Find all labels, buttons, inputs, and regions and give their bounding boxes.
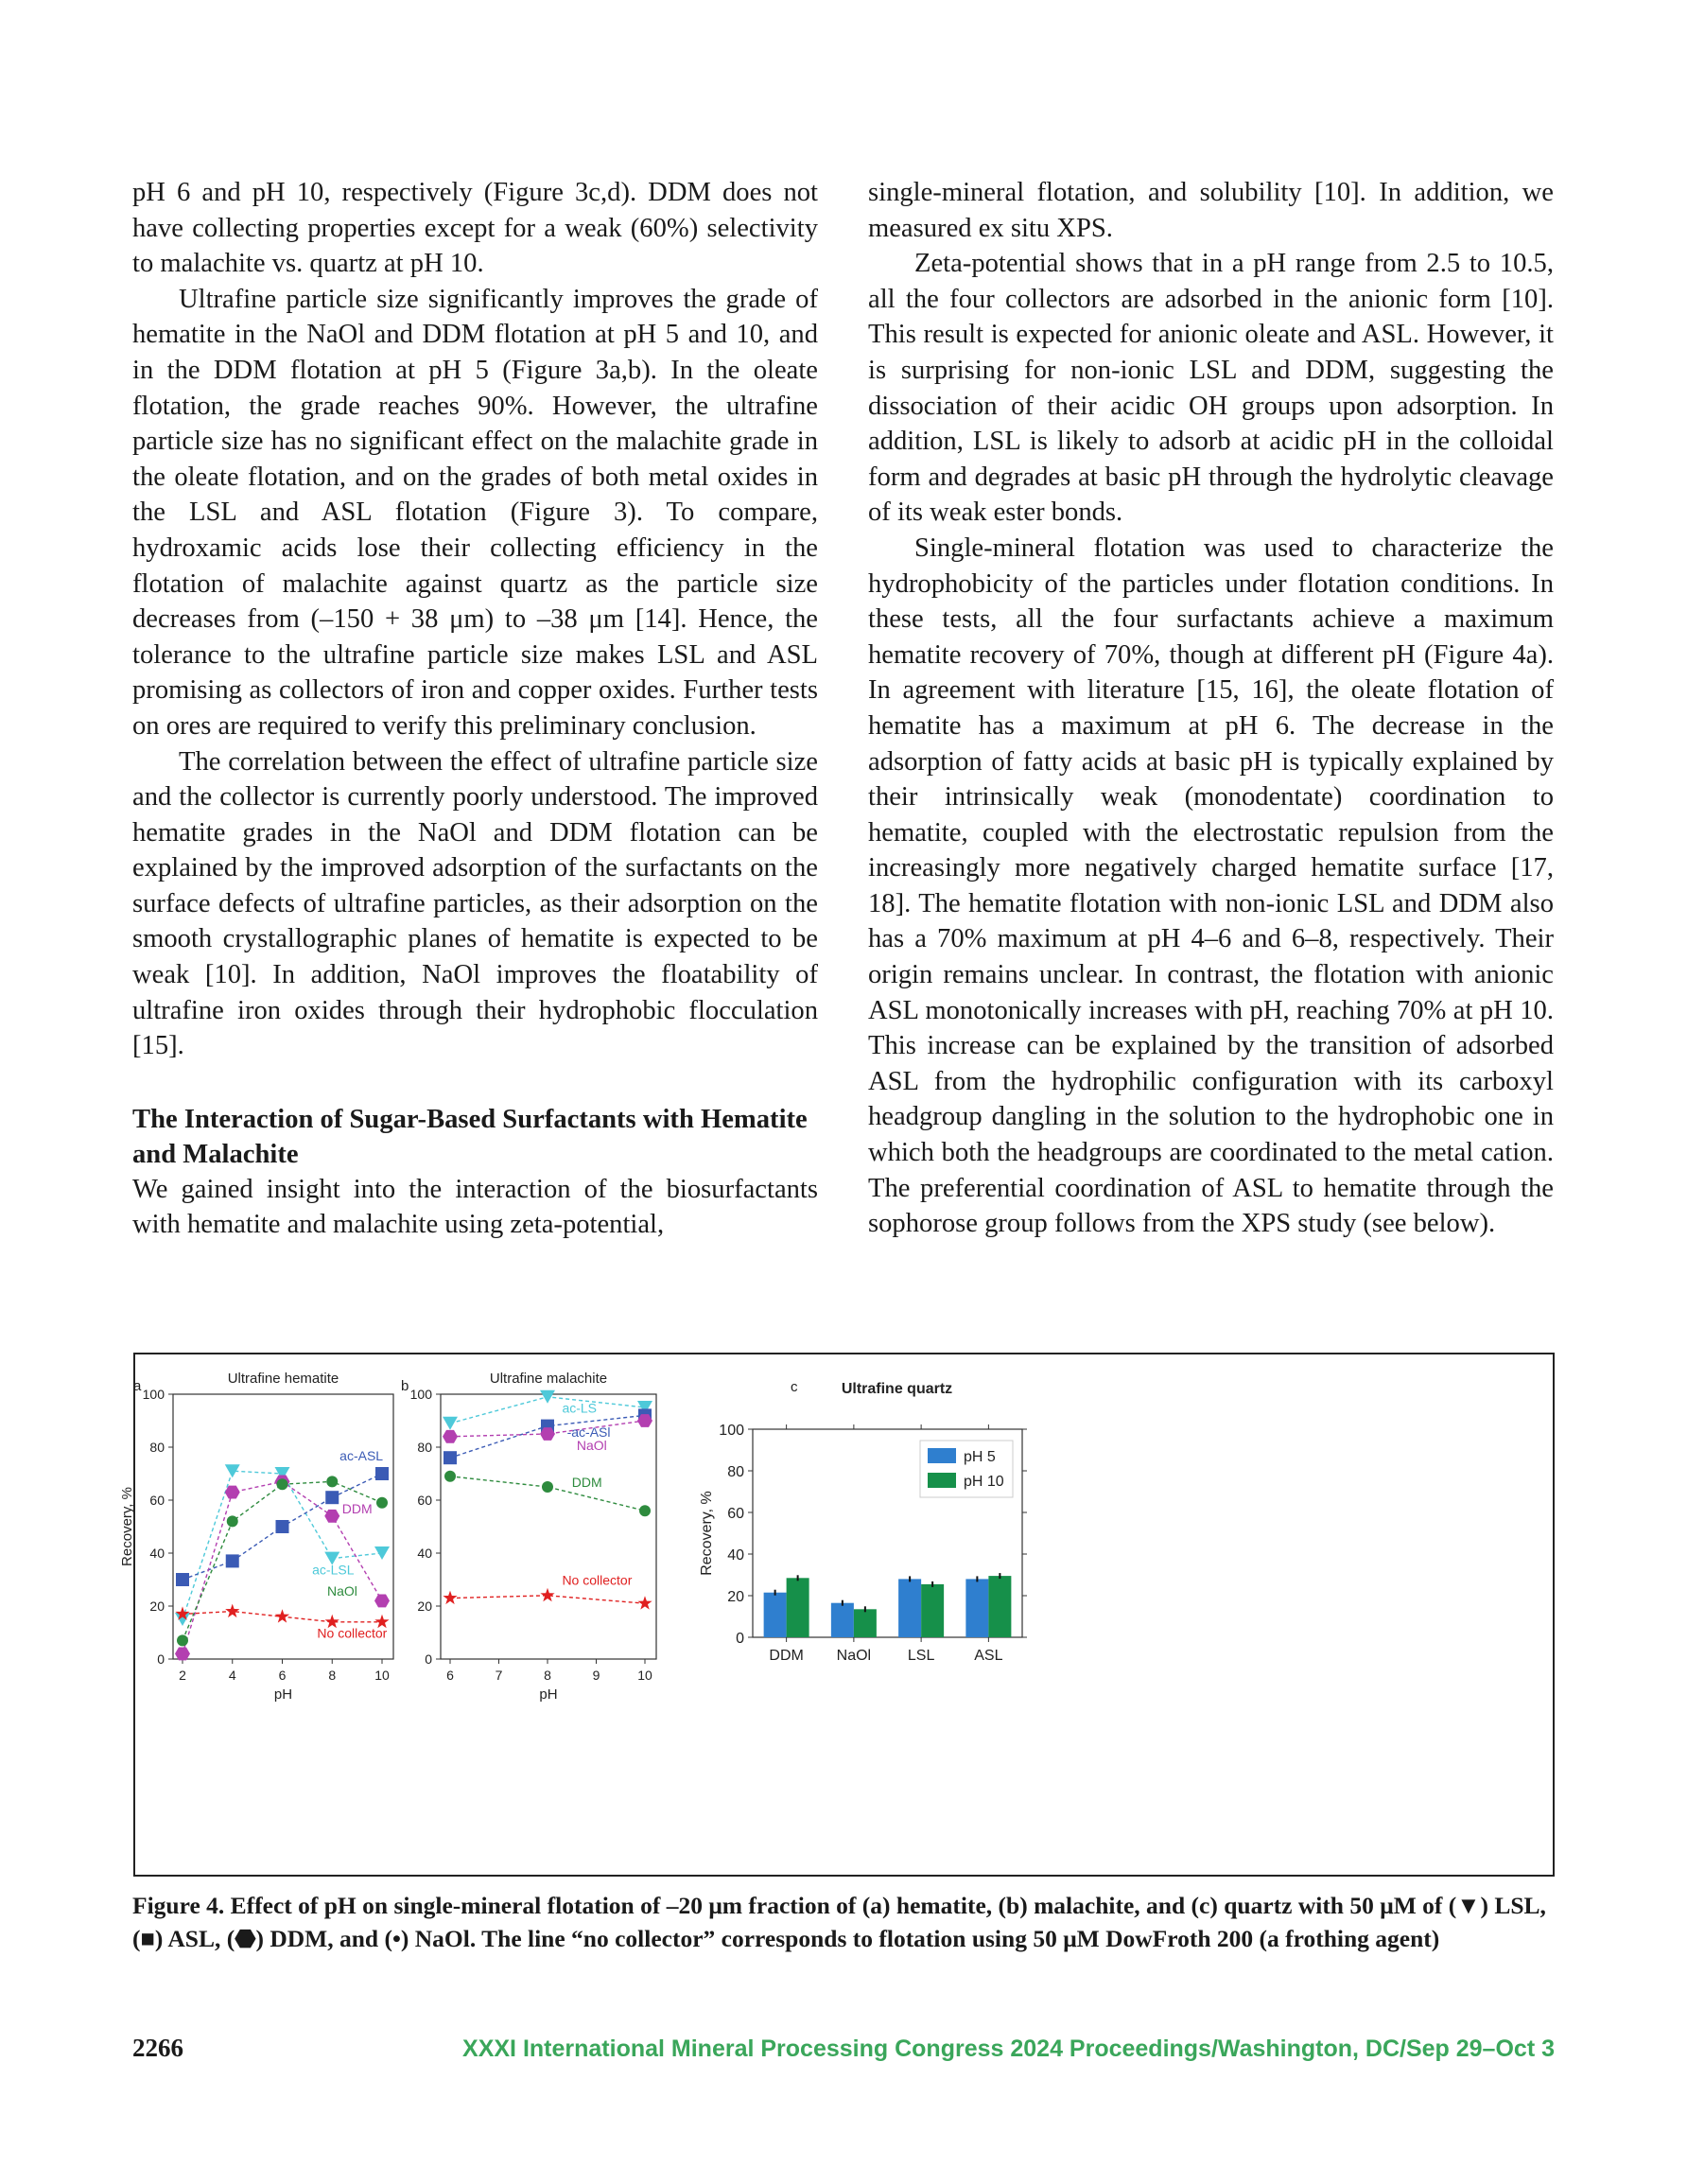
- data-point-NaOl: [326, 1476, 338, 1487]
- data-point-NaOl: [277, 1478, 288, 1490]
- x-tick-label: 6: [446, 1668, 454, 1683]
- paragraph: single-mineral flotation, and solubility [10]. In addition, we measured ex situ XPS.: [868, 178, 1554, 243]
- paragraph: We gained insight into the interaction of the biosurfactants with hematite and malachite using zeta-potential,: [132, 1174, 818, 1240]
- series-annotation: DDM: [571, 1475, 602, 1490]
- panel-label: a: [133, 1378, 142, 1394]
- paragraph: Zeta-potential shows that in a pH range from 2.5 to 10.5, all the four collectors are adsorbed in the anionic form [10]. This result is expected for anionic oleate and ASL. However, it is surprising for non-ionic LSL and DDM, suggesting the dissociation of their acidic OH groups upon adsorption. In addition, LSL is likely to adsorb at acidic pH in the colloidal form and degrades at basic pH through the hydrolytic cleavage of its weak ester bonds.: [868, 249, 1554, 528]
- x-tick-label: 8: [544, 1668, 551, 1683]
- data-point-DDM: [443, 1430, 458, 1443]
- data-point-none: [540, 1588, 554, 1601]
- chart-title: Ultrafine quartz: [841, 1381, 953, 1397]
- bar-pH10: [854, 1609, 877, 1637]
- data-point-ASL: [226, 1554, 239, 1567]
- figure-caption: Figure 4. Effect of pH on single-mineral flotation of –20 μm fraction of (a) hematite, (b) malachite, and (c) quartz with 50 μM of (▼) LSL, (■) ASL, (⬣) DDM, and (•) NaOl. The line “no collector” corresponds to flotation using 50 μM DowFroth 200 (a frothing agent): [132, 1892, 1546, 1952]
- data-point-LSL: [374, 1546, 390, 1560]
- x-tick-label: 9: [592, 1668, 600, 1683]
- y-tick-label: 80: [727, 1464, 744, 1480]
- x-tick-label: 10: [637, 1668, 652, 1683]
- y-tick-label: 80: [149, 1440, 165, 1455]
- data-point-DDM: [175, 1647, 190, 1660]
- bar-pH5: [831, 1603, 854, 1637]
- data-point-none: [225, 1604, 239, 1617]
- paragraph: Single-mineral flotation was used to characterize the hydrophobicity of the particles under flotation conditions. In these tests, all the four surfactants achieve a maximum hematite recovery of 70%, though at different pH (Figure 4a). In agreement with literature [15, 16], the oleate flotation of hematite has a maximum at pH 6. The decrease in the adsorption of fatty acids at basic pH is typically explained by their intrinsically weak (monodentate) coordination to hematite, coupled with the electrostatic repulsion from the increasingly more negatively charged hematite surface [17, 18]. The hematite flotation with non-ionic LSL and DDM also has a 70% maximum at pH 4–6 and 6–8, respectively. Their origin remains unclear. In contrast, the flotation with anionic ASL monotonically increases with pH, reaching 70% at pH 10. This increase can be explained by the transition of adsorbed ASL from the hydrophilic configuration with its carboxyl headgroup dangling in the solution to the hydrophobic one in which both the headgroups are coordinated to the metal cation. The preferential coordination of ASL to hematite through the sophorose group follows from the XPS study (see below).: [868, 533, 1554, 1239]
- series-annotation: NaOl: [576, 1437, 607, 1453]
- y-tick-label: 0: [425, 1651, 432, 1667]
- y-tick-label: 100: [409, 1387, 432, 1402]
- series-annotation: No collector: [317, 1625, 388, 1641]
- y-axis-label: Recovery, %: [119, 1487, 135, 1566]
- data-point-ASL: [443, 1451, 457, 1464]
- data-point-none: [637, 1596, 652, 1609]
- x-tick-label: 10: [374, 1668, 390, 1683]
- x-tick-label: NaOl: [836, 1648, 872, 1664]
- y-tick-label: 40: [727, 1547, 744, 1564]
- data-point-NaOl: [542, 1481, 553, 1493]
- x-tick-label: 7: [495, 1668, 503, 1683]
- series-annotation: ac-LS: [562, 1400, 598, 1416]
- paragraph: pH 6 and pH 10, respectively (Figure 3c,d). DDM does not have collecting properties except for a weak (60%) selectivity to malachite vs. quartz at pH 10.: [132, 178, 818, 279]
- figure-4-charts: [119, 1354, 1553, 1875]
- x-tick-label: ASL: [974, 1648, 1003, 1664]
- data-point-none: [443, 1591, 457, 1604]
- data-point-NaOl: [444, 1471, 456, 1482]
- data-point-NaOl: [227, 1515, 238, 1527]
- data-point-ASL: [176, 1573, 189, 1586]
- x-tick-label: 8: [328, 1668, 337, 1683]
- y-tick-label: 0: [157, 1651, 165, 1667]
- y-tick-label: 40: [149, 1546, 165, 1561]
- data-point-ASL: [375, 1467, 389, 1480]
- x-tick-label: 2: [179, 1668, 186, 1683]
- y-tick-label: 80: [417, 1440, 432, 1455]
- series-annotation: -ac-ASl: [566, 1424, 611, 1440]
- data-point-NaOl: [376, 1497, 388, 1509]
- bar-pH5: [898, 1579, 921, 1637]
- paragraph: Ultrafine particle size significantly improves the grade of hematite in the NaOl and DDM flotation at pH 5 and 10, and in the DDM flotation at pH 5 (Figure 3a,b). In the oleate flotation, the grade reaches 90%. However, the ultrafine particle size has no significant effect on the malachite grade in the oleate flotation, and on the grades of both metal oxides in the LSL and ASL flotation (Figure 3). To compare, hydroxamic acids lose their collecting efficiency in the flotation of malachite against quartz as the particle size decreases from (–150 + 38 μm) to –38 μm [14]. Hence, the tolerance to the ultrafine particle size makes LSL and ASL promising as collectors of iron and copper oxides. Further tests on ores are required to verify this preliminary conclusion.: [132, 284, 818, 741]
- paragraph: The correlation between the effect of ultrafine particle size and the collector is currently poorly understood. The improved hematite grades in the NaOl and DDM flotation can be explained by the improved adsorption of the surfactants on the surface defects of ultrafine particles, as their adsorption on the smooth crystallographic planes of hematite is expected to be weak [10]. In addition, NaOl improves the floatability of ultrafine iron oxides through their hydrophobic flocculation [15].: [132, 746, 818, 1061]
- data-point-ASL: [325, 1491, 339, 1504]
- x-tick-label: LSL: [907, 1648, 935, 1664]
- y-tick-label: 100: [719, 1423, 744, 1439]
- series-annotation: DDM: [341, 1501, 373, 1516]
- y-axis-label: Recovery, %: [699, 1491, 715, 1576]
- left-text-column: [132, 175, 818, 1243]
- y-tick-label: 100: [142, 1387, 165, 1402]
- section-heading: The Interaction of Sugar-Based Surfactants with Hematite and Malachite: [132, 1104, 808, 1169]
- chart-title: Ultrafine hematite: [227, 1371, 339, 1387]
- x-tick-label: 4: [228, 1668, 236, 1683]
- legend-swatch: [928, 1473, 956, 1488]
- data-point-ASL: [276, 1520, 289, 1533]
- series-annotation: No collector: [562, 1572, 633, 1588]
- bar-pH10: [988, 1576, 1011, 1637]
- legend-label: pH 10: [964, 1474, 1004, 1490]
- bar-pH5: [965, 1579, 988, 1637]
- data-point-NaOl: [177, 1634, 188, 1646]
- y-tick-label: 20: [727, 1589, 744, 1605]
- panel-label: c: [791, 1379, 798, 1395]
- figure-4: [119, 1353, 1555, 1877]
- bar-pH10: [787, 1578, 809, 1637]
- footer-conference: XXXI International Mineral Processing Congress 2024 Proceedings/Washington, DC/Sep 29–Oct 3: [462, 2035, 1555, 2062]
- data-point-DDM: [324, 1510, 339, 1523]
- x-tick-label: 6: [278, 1668, 287, 1683]
- bar-pH10: [921, 1584, 944, 1637]
- page-number: 2266: [132, 2034, 183, 2062]
- data-point-LSL: [443, 1417, 458, 1430]
- y-tick-label: 0: [736, 1631, 744, 1647]
- x-axis-label: pH: [273, 1686, 293, 1703]
- y-tick-label: 40: [417, 1546, 432, 1561]
- y-tick-label: 20: [149, 1599, 165, 1614]
- right-text-column: [868, 175, 1554, 1242]
- x-tick-label: DDM: [769, 1648, 804, 1664]
- y-tick-label: 60: [417, 1493, 432, 1508]
- x-axis-label: pH: [539, 1686, 558, 1703]
- legend-label: pH 5: [964, 1449, 996, 1465]
- y-tick-label: 20: [417, 1599, 432, 1614]
- bar-pH5: [764, 1593, 787, 1637]
- series-annotation: NaOl: [326, 1582, 357, 1599]
- data-point-NaOl: [639, 1505, 651, 1516]
- y-tick-label: 60: [727, 1506, 744, 1522]
- series-annotation: ac-ASL: [339, 1448, 384, 1463]
- panel-label: b: [401, 1378, 409, 1394]
- data-point-DDM: [374, 1594, 390, 1607]
- chart-title: Ultrafine malachite: [489, 1371, 608, 1387]
- y-tick-label: 60: [149, 1493, 165, 1508]
- legend-swatch: [928, 1448, 956, 1463]
- series-annotation: ac-LSL: [312, 1562, 355, 1578]
